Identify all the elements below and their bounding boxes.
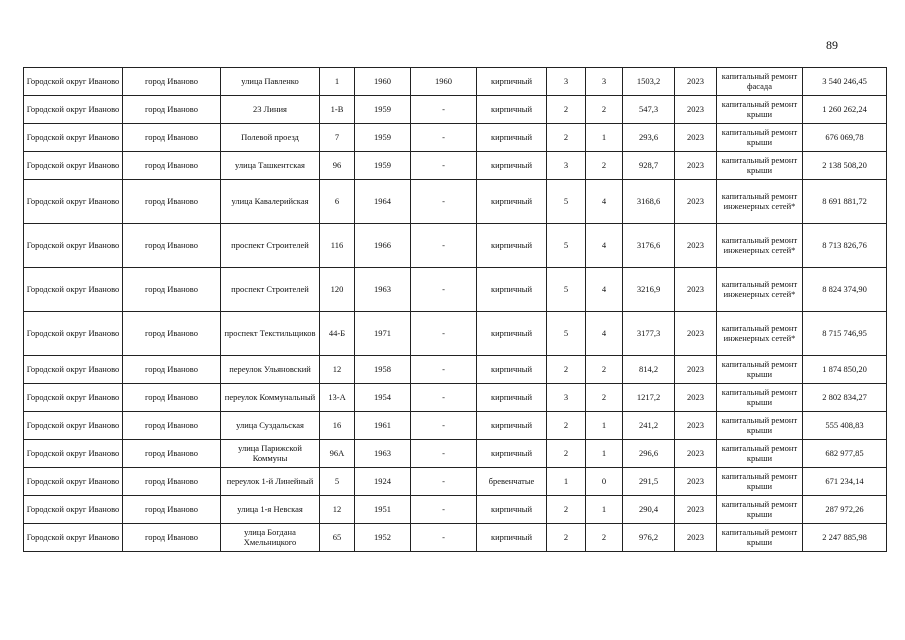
- house-number-cell: 16: [320, 412, 355, 440]
- area-cell: 3216,9: [623, 268, 675, 312]
- area-cell: 1503,2: [623, 68, 675, 96]
- entrances-cell: 4: [586, 180, 623, 224]
- cost-cell: 8 824 374,90: [803, 268, 887, 312]
- wall-material-cell: кирпичный: [477, 68, 547, 96]
- floors-cell: 2: [547, 524, 586, 552]
- privatization-year-cell: -: [411, 312, 477, 356]
- municipality-cell: Городской округ Иваново: [24, 152, 123, 180]
- entrances-cell: 1: [586, 124, 623, 152]
- house-number-cell: 96: [320, 152, 355, 180]
- wall-material-cell: бревенчатые: [477, 468, 547, 496]
- build-year-cell: 1963: [355, 268, 411, 312]
- cost-cell: 3 540 246,45: [803, 68, 887, 96]
- repair-year-cell: 2023: [675, 496, 717, 524]
- build-year-cell: 1952: [355, 524, 411, 552]
- street-cell: переулок Коммунальный: [221, 384, 320, 412]
- table-row: [24, 356, 887, 384]
- table-row: [24, 468, 887, 496]
- work-type-cell: капитальный ремонт фасада: [717, 68, 803, 96]
- house-number-cell: 96А: [320, 440, 355, 468]
- work-type-cell: капитальный ремонт крыши: [717, 524, 803, 552]
- floors-cell: 2: [547, 496, 586, 524]
- cost-cell: 555 408,83: [803, 412, 887, 440]
- build-year-cell: 1963: [355, 440, 411, 468]
- locality-cell: город Иваново: [123, 524, 221, 552]
- floors-cell: 3: [547, 384, 586, 412]
- house-number-cell: 1: [320, 68, 355, 96]
- privatization-year-cell: -: [411, 524, 477, 552]
- house-number-cell: 13-А: [320, 384, 355, 412]
- cost-cell: 2 802 834,27: [803, 384, 887, 412]
- privatization-year-cell: -: [411, 468, 477, 496]
- build-year-cell: 1966: [355, 224, 411, 268]
- table-row: [24, 224, 887, 268]
- table-row: [24, 180, 887, 224]
- repair-year-cell: 2023: [675, 356, 717, 384]
- entrances-cell: 1: [586, 412, 623, 440]
- locality-cell: город Иваново: [123, 356, 221, 384]
- table-row: [24, 496, 887, 524]
- floors-cell: 2: [547, 96, 586, 124]
- locality-cell: город Иваново: [123, 412, 221, 440]
- street-cell: 23 Линия: [221, 96, 320, 124]
- build-year-cell: 1971: [355, 312, 411, 356]
- work-type-cell: капитальный ремонт инженерных сетей*: [717, 224, 803, 268]
- entrances-cell: 2: [586, 96, 623, 124]
- house-number-cell: 7: [320, 124, 355, 152]
- entrances-cell: 1: [586, 440, 623, 468]
- area-cell: 547,3: [623, 96, 675, 124]
- work-type-cell: капитальный ремонт крыши: [717, 412, 803, 440]
- build-year-cell: 1959: [355, 124, 411, 152]
- wall-material-cell: кирпичный: [477, 96, 547, 124]
- area-cell: 290,4: [623, 496, 675, 524]
- build-year-cell: 1964: [355, 180, 411, 224]
- table-row: [24, 524, 887, 552]
- locality-cell: город Иваново: [123, 496, 221, 524]
- area-cell: 3176,6: [623, 224, 675, 268]
- privatization-year-cell: -: [411, 268, 477, 312]
- privatization-year-cell: -: [411, 224, 477, 268]
- entrances-cell: 2: [586, 356, 623, 384]
- area-cell: 3177,3: [623, 312, 675, 356]
- street-cell: проспект Строителей: [221, 268, 320, 312]
- municipality-cell: Городской округ Иваново: [24, 224, 123, 268]
- locality-cell: город Иваново: [123, 384, 221, 412]
- locality-cell: город Иваново: [123, 268, 221, 312]
- table-row: [24, 268, 887, 312]
- house-number-cell: 65: [320, 524, 355, 552]
- table-row: [24, 312, 887, 356]
- repair-year-cell: 2023: [675, 124, 717, 152]
- locality-cell: город Иваново: [123, 312, 221, 356]
- area-cell: 928,7: [623, 152, 675, 180]
- table-row: [24, 152, 887, 180]
- privatization-year-cell: -: [411, 412, 477, 440]
- work-type-cell: капитальный ремонт инженерных сетей*: [717, 180, 803, 224]
- cost-cell: 676 069,78: [803, 124, 887, 152]
- work-type-cell: капитальный ремонт инженерных сетей*: [717, 268, 803, 312]
- repair-year-cell: 2023: [675, 68, 717, 96]
- municipality-cell: Городской округ Иваново: [24, 180, 123, 224]
- house-number-cell: 1-В: [320, 96, 355, 124]
- wall-material-cell: кирпичный: [477, 440, 547, 468]
- cost-cell: 287 972,26: [803, 496, 887, 524]
- build-year-cell: 1961: [355, 412, 411, 440]
- house-number-cell: 44-Б: [320, 312, 355, 356]
- entrances-cell: 4: [586, 312, 623, 356]
- repair-year-cell: 2023: [675, 180, 717, 224]
- entrances-cell: 0: [586, 468, 623, 496]
- housing-repair-table: [23, 67, 887, 552]
- repair-year-cell: 2023: [675, 524, 717, 552]
- municipality-cell: Городской округ Иваново: [24, 268, 123, 312]
- floors-cell: 2: [547, 412, 586, 440]
- municipality-cell: Городской округ Иваново: [24, 124, 123, 152]
- work-type-cell: капитальный ремонт крыши: [717, 496, 803, 524]
- work-type-cell: капитальный ремонт крыши: [717, 124, 803, 152]
- floors-cell: 5: [547, 312, 586, 356]
- build-year-cell: 1954: [355, 384, 411, 412]
- municipality-cell: Городской округ Иваново: [24, 96, 123, 124]
- entrances-cell: 3: [586, 68, 623, 96]
- locality-cell: город Иваново: [123, 468, 221, 496]
- street-cell: улица Кавалерийская: [221, 180, 320, 224]
- table-row: [24, 68, 887, 96]
- table-row: [24, 96, 887, 124]
- wall-material-cell: кирпичный: [477, 312, 547, 356]
- cost-cell: 682 977,85: [803, 440, 887, 468]
- municipality-cell: Городской округ Иваново: [24, 524, 123, 552]
- area-cell: 1217,2: [623, 384, 675, 412]
- street-cell: улица Ташкентская: [221, 152, 320, 180]
- floors-cell: 2: [547, 356, 586, 384]
- entrances-cell: 2: [586, 524, 623, 552]
- house-number-cell: 116: [320, 224, 355, 268]
- street-cell: проспект Строителей: [221, 224, 320, 268]
- work-type-cell: капитальный ремонт крыши: [717, 152, 803, 180]
- entrances-cell: 1: [586, 496, 623, 524]
- cost-cell: 671 234,14: [803, 468, 887, 496]
- table-row: [24, 440, 887, 468]
- street-cell: улица Парижской Коммуны: [221, 440, 320, 468]
- cost-cell: 8 713 826,76: [803, 224, 887, 268]
- work-type-cell: капитальный ремонт крыши: [717, 384, 803, 412]
- repair-year-cell: 2023: [675, 152, 717, 180]
- table-row: [24, 412, 887, 440]
- municipality-cell: Городской округ Иваново: [24, 356, 123, 384]
- street-cell: проспект Текстильщиков: [221, 312, 320, 356]
- house-number-cell: 6: [320, 180, 355, 224]
- street-cell: улица Павленко: [221, 68, 320, 96]
- street-cell: улица Богдана Хмельницкого: [221, 524, 320, 552]
- street-cell: Полевой проезд: [221, 124, 320, 152]
- privatization-year-cell: -: [411, 496, 477, 524]
- privatization-year-cell: -: [411, 440, 477, 468]
- repair-year-cell: 2023: [675, 312, 717, 356]
- locality-cell: город Иваново: [123, 124, 221, 152]
- floors-cell: 1: [547, 468, 586, 496]
- locality-cell: город Иваново: [123, 152, 221, 180]
- privatization-year-cell: -: [411, 356, 477, 384]
- house-number-cell: 120: [320, 268, 355, 312]
- entrances-cell: 4: [586, 268, 623, 312]
- work-type-cell: капитальный ремонт инженерных сетей*: [717, 312, 803, 356]
- repair-year-cell: 2023: [675, 96, 717, 124]
- house-number-cell: 12: [320, 356, 355, 384]
- wall-material-cell: кирпичный: [477, 412, 547, 440]
- build-year-cell: 1959: [355, 152, 411, 180]
- municipality-cell: Городской округ Иваново: [24, 384, 123, 412]
- floors-cell: 2: [547, 440, 586, 468]
- municipality-cell: Городской округ Иваново: [24, 412, 123, 440]
- locality-cell: город Иваново: [123, 180, 221, 224]
- locality-cell: город Иваново: [123, 224, 221, 268]
- cost-cell: 2 247 885,98: [803, 524, 887, 552]
- table-row: [24, 124, 887, 152]
- cost-cell: 1 260 262,24: [803, 96, 887, 124]
- floors-cell: 5: [547, 268, 586, 312]
- wall-material-cell: кирпичный: [477, 124, 547, 152]
- municipality-cell: Городской округ Иваново: [24, 68, 123, 96]
- floors-cell: 3: [547, 68, 586, 96]
- area-cell: 3168,6: [623, 180, 675, 224]
- build-year-cell: 1960: [355, 68, 411, 96]
- privatization-year-cell: 1960: [411, 68, 477, 96]
- area-cell: 293,6: [623, 124, 675, 152]
- entrances-cell: 2: [586, 152, 623, 180]
- floors-cell: 2: [547, 124, 586, 152]
- cost-cell: 8 691 881,72: [803, 180, 887, 224]
- build-year-cell: 1959: [355, 96, 411, 124]
- wall-material-cell: кирпичный: [477, 384, 547, 412]
- municipality-cell: Городской округ Иваново: [24, 440, 123, 468]
- build-year-cell: 1958: [355, 356, 411, 384]
- cost-cell: 2 138 508,20: [803, 152, 887, 180]
- privatization-year-cell: -: [411, 384, 477, 412]
- wall-material-cell: кирпичный: [477, 268, 547, 312]
- table-body: [24, 68, 887, 552]
- work-type-cell: капитальный ремонт крыши: [717, 356, 803, 384]
- locality-cell: город Иваново: [123, 440, 221, 468]
- cost-cell: 1 874 850,20: [803, 356, 887, 384]
- repair-year-cell: 2023: [675, 384, 717, 412]
- entrances-cell: 4: [586, 224, 623, 268]
- cost-cell: 8 715 746,95: [803, 312, 887, 356]
- locality-cell: город Иваново: [123, 96, 221, 124]
- work-type-cell: капитальный ремонт крыши: [717, 440, 803, 468]
- municipality-cell: Городской округ Иваново: [24, 312, 123, 356]
- repair-year-cell: 2023: [675, 268, 717, 312]
- area-cell: 296,6: [623, 440, 675, 468]
- wall-material-cell: кирпичный: [477, 152, 547, 180]
- wall-material-cell: кирпичный: [477, 224, 547, 268]
- wall-material-cell: кирпичный: [477, 524, 547, 552]
- area-cell: 241,2: [623, 412, 675, 440]
- street-cell: переулок 1-й Линейный: [221, 468, 320, 496]
- area-cell: 814,2: [623, 356, 675, 384]
- street-cell: улица Суздальская: [221, 412, 320, 440]
- area-cell: 976,2: [623, 524, 675, 552]
- repair-year-cell: 2023: [675, 412, 717, 440]
- locality-cell: город Иваново: [123, 68, 221, 96]
- page-number: 89: [826, 38, 838, 52]
- work-type-cell: капитальный ремонт крыши: [717, 468, 803, 496]
- municipality-cell: Городской округ Иваново: [24, 496, 123, 524]
- wall-material-cell: кирпичный: [477, 180, 547, 224]
- repair-year-cell: 2023: [675, 440, 717, 468]
- floors-cell: 3: [547, 152, 586, 180]
- wall-material-cell: кирпичный: [477, 496, 547, 524]
- floors-cell: 5: [547, 180, 586, 224]
- street-cell: переулок Ульяновский: [221, 356, 320, 384]
- privatization-year-cell: -: [411, 152, 477, 180]
- wall-material-cell: кирпичный: [477, 356, 547, 384]
- privatization-year-cell: -: [411, 96, 477, 124]
- build-year-cell: 1924: [355, 468, 411, 496]
- street-cell: улица 1-я Невская: [221, 496, 320, 524]
- area-cell: 291,5: [623, 468, 675, 496]
- repair-year-cell: 2023: [675, 468, 717, 496]
- privatization-year-cell: -: [411, 180, 477, 224]
- floors-cell: 5: [547, 224, 586, 268]
- table-row: [24, 384, 887, 412]
- build-year-cell: 1951: [355, 496, 411, 524]
- entrances-cell: 2: [586, 384, 623, 412]
- repair-year-cell: 2023: [675, 224, 717, 268]
- privatization-year-cell: -: [411, 124, 477, 152]
- house-number-cell: 5: [320, 468, 355, 496]
- municipality-cell: Городской округ Иваново: [24, 468, 123, 496]
- work-type-cell: капитальный ремонт крыши: [717, 96, 803, 124]
- house-number-cell: 12: [320, 496, 355, 524]
